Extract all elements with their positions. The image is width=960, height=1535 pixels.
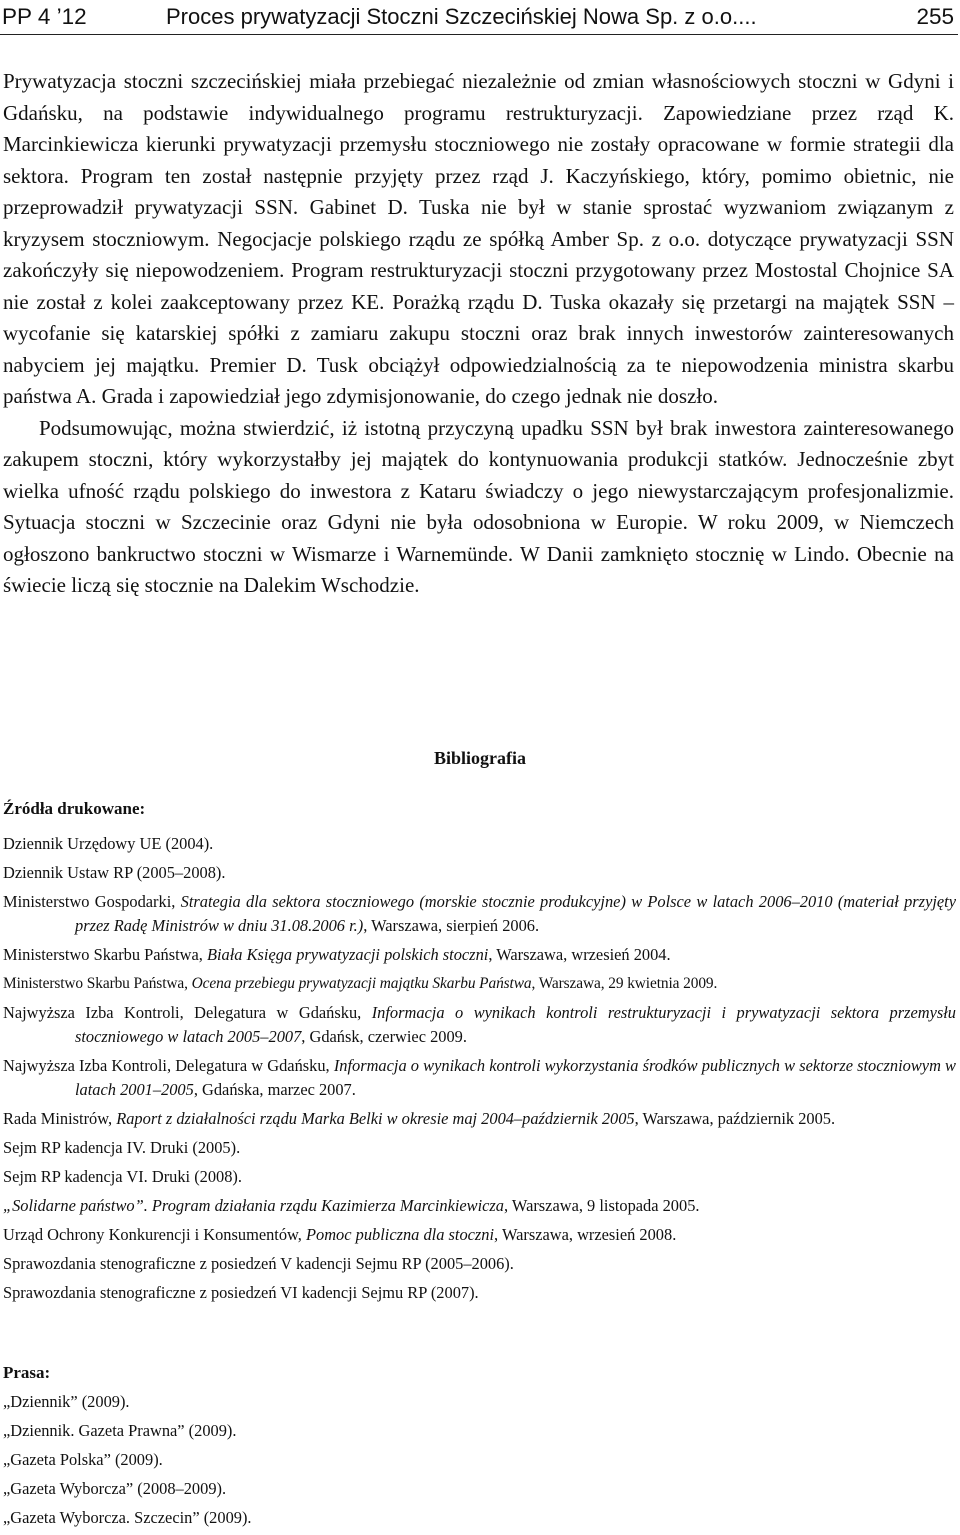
page-number: 255: [916, 4, 954, 29]
bibliography-entry: Najwyższa Izba Kontroli, Delegatura w Gdańsku, Informacja o wynikach kontroli restrukturyzacji i prywatyzacji sektora przemysłu stoczniowego w latach 2005–2007, Gdańsk, czerwiec 2009.: [3, 1003, 956, 1046]
bibliography-entry: Sejm RP kadencja VI. Druki (2008).: [3, 1167, 242, 1186]
press-entry: „Gazeta Polska” (2009).: [3, 1450, 163, 1469]
bibliography-entry: Ministerstwo Skarbu Państwa, Biała Księga prywatyzacji polskich stoczni, Warszawa, wrzesień 2004.: [3, 945, 671, 964]
journal-issue: PP 4 ’12: [2, 4, 87, 29]
bibliography-entry: Ministerstwo Gospodarki, Strategia dla sektora stoczniowego (morskie stocznie produkcyjne) w Polsce w latach 2006–2010 (materiał przyjęty przez Radę Ministrów w dniu 31.08.2006 r.), Warszawa, sierpień 2006.: [3, 892, 956, 935]
main-text: [3, 66, 954, 602]
press-entry: „Gazeta Wyborcza” (2008–2009).: [3, 1479, 227, 1498]
bibliography-heading: Bibliografia: [433, 748, 526, 768]
bibliography-entry: Ministerstwo Skarbu Państwa, Ocena przebiegu prywatyzacji majątku Skarbu Państwa, Warszawa, 29 kwietnia 2009.: [3, 975, 718, 992]
bibliography-entry: Sprawozdania stenograficzne z posiedzeń VI kadencji Sejmu RP (2007).: [3, 1283, 479, 1302]
paragraph: Podsumowując, można stwierdzić, iż istotną przyczyną upadku SSN był brak inwestora zainteresowanego zakupem stoczni, który wykorzystałby jej majątek do kontynuowania produkcji statków. Jednocześnie zbyt wielka ufność rządu polskiego do inwestora z Kataru świadczy o jego niewystarczającym profesjonalizmie. Sytuacja stoczni w Szczecinie oraz Gdyni nie była odosobniona w Europie. W roku 2009, w Niemczech ogłoszono bankructwo stoczni w Wismarze i Warnemünde. W Danii zamknięto stocznię w Lindo. Obecnie na świecie liczą się stocznie na Dalekim Wschodzie.: [3, 415, 954, 597]
bibliography-entry: Sejm RP kadencja IV. Druki (2005).: [3, 1138, 241, 1157]
bibliography-entry: Urząd Ochrony Konkurencji i Konsumentów, Pomoc publiczna dla stoczni, Warszawa, wrzesień 2008.: [3, 1225, 677, 1244]
bibliography-entry: Najwyższa Izba Kontroli, Delegatura w Gdańsku, Informacja o wynikach kontroli wykorzystania środków publicznych w sektorze stoczniowym w latach 2001–2005, Gdańska, marzec 2007.: [3, 1056, 956, 1099]
bibliography-entry: Dziennik Ustaw RP (2005–2008).: [3, 863, 226, 882]
sources-heading: Źródła drukowane:: [3, 799, 146, 818]
running-header: [0, 0, 958, 35]
press-entry: „Dziennik. Gazeta Prawna” (2009).: [3, 1421, 237, 1440]
press-entry: „Gazeta Wyborcza. Szczecin” (2009).: [3, 1508, 252, 1527]
paragraph: Prywatyzacja stoczni szczecińskiej miała przebiegać niezależnie od zmian własnościowych stoczni w Gdyni i Gdańsku, na podstawie indywidualnego programu restrukturyzacji. Zapowiedziane przez rząd K. Marcinkiewicza kierunki prywatyzacji przemysłu stoczniowego nie zostały opracowane w formie strategii dla sektora. Program ten został następnie przyjęty przez rząd J. Kaczyńskiego, który, pomimo obietnic, nie przeprowadził prywatyzacji SSN. Gabinet D. Tuska nie był w stanie sprostać wyzwaniom związanym z kryzysem stoczniowym. Negocjacje polskiego rządu ze spółką Amber Sp. z o.o. dotyczące prywatyzacji SSN zakończyły się niepowodzeniem. Program restrukturyzacji stoczni przygotowany przez Mostostal Chojnice SA nie został z kolei zaakceptowany przez KE. Porażką rządu D. Tuska okazały się przetargi na majątek SSN – wycofanie się katarskiej spółki z zamiaru zakupu stoczni oraz brak innych inwestorów zainteresowanych nabyciem jej majątku. Premier D. Tusk obciążył odpowiedzialnością za te niepowodzenia ministra skarbu państwa A. Grada i zapowiedział jego zdymisjonowanie, do czego jednak nie doszło.: [3, 69, 954, 408]
press-list: [3, 1390, 956, 1535]
bibliography-entry: Dziennik Urzędowy UE (2004).: [3, 834, 214, 853]
press-entry: „Dziennik” (2009).: [3, 1392, 130, 1411]
bibliography-entry: „Solidarne państwo”. Program działania rządu Kazimierza Marcinkiewicza, Warszawa, 9 listopada 2005.: [3, 1196, 700, 1215]
bibliography-entry: Sprawozdania stenograficzne z posiedzeń V kadencji Sejmu RP (2005–2006).: [3, 1254, 514, 1273]
press-heading: Prasa:: [3, 1363, 51, 1382]
running-title: Proces prywatyzacji Stoczni Szczecińskiej Nowa Sp. z o.o....: [166, 4, 757, 29]
sources-list: [3, 832, 956, 1310]
bibliography-entry: Rada Ministrów, Raport z działalności rządu Marka Belki w okresie maj 2004–październik 2005, Warszawa, październik 2005.: [3, 1109, 836, 1128]
